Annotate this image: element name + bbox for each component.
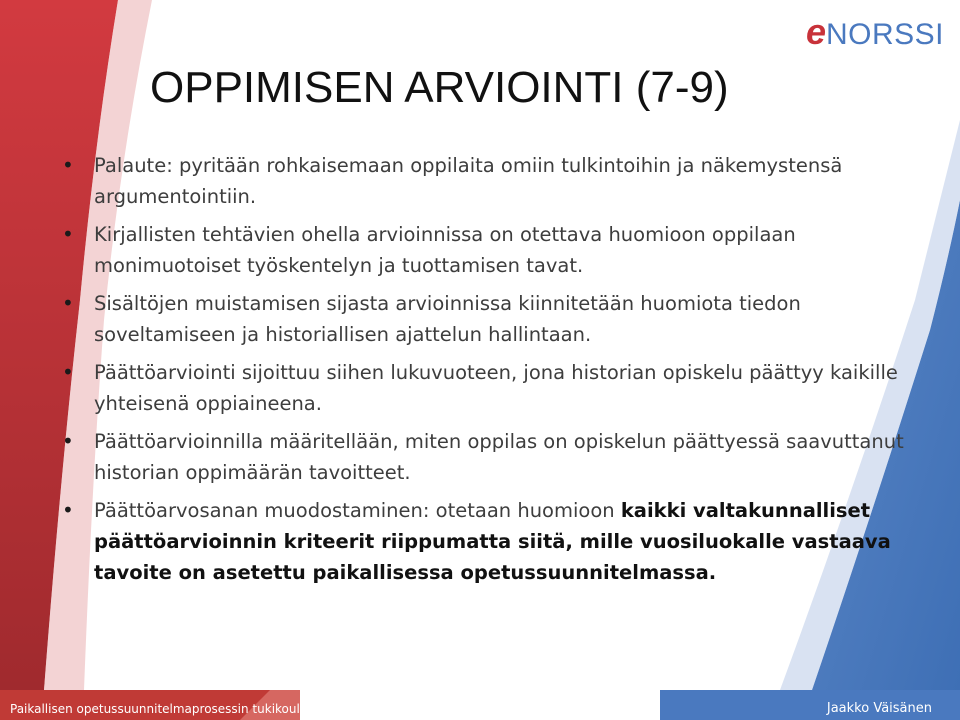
footer-author: Jaakko Väisänen [826,701,932,716]
slide-title: OPPIMISEN ARVIOINTI (7-9) [150,63,729,112]
bullet-list [62,150,922,595]
bullet-item: • Kirjallisten tehtävien ohella arvioinnissa on otettava huomioon oppilaan monimuotoiset työskentelyn ja tuottamisen tavat. [62,219,922,281]
logo-e: e [805,11,826,52]
logo-text: NORSSI [825,18,944,51]
bullet-lead-text: Päättöarvosanan muodostaminen: otetaan huomioon [94,499,621,522]
bullet-item: • Sisältöjen muistamisen sijasta arvioinnissa kiinnitetään huomiota tiedon soveltamiseen ja historiallisen ajattelun hallintaan. [62,288,922,350]
bullet-item: • Päättöarviointi sijoittuu siihen lukuvuoteen, jona historian opiskelu päättyy kaikille yhteisenä oppiaineena. [62,357,922,419]
bullet-item: • Palaute: pyritään rohkaisemaan oppilaita omiin tulkintoihin ja näkemystensä argumentointiin. [62,150,922,212]
footer-left-text: Paikallisen opetussuunnitelmaprosessin tukikoulutus [10,702,326,716]
bullet-item-grading [62,495,922,588]
bullet-item: • Päättöarvioinnilla määritellään, miten oppilas on opiskelun päättyessä saavuttanut historian oppimäärän tavoitteet. [62,426,922,488]
bullet-bold-text: kaikki valtakunnalliset päättöarvioinnin kriteerit riippumatta siitä, mille vuosiluokalle vastaava tavoite on asetettu paikallisessa opetussuunnitelmassa. [94,499,891,584]
enorssi-logo [805,11,944,53]
